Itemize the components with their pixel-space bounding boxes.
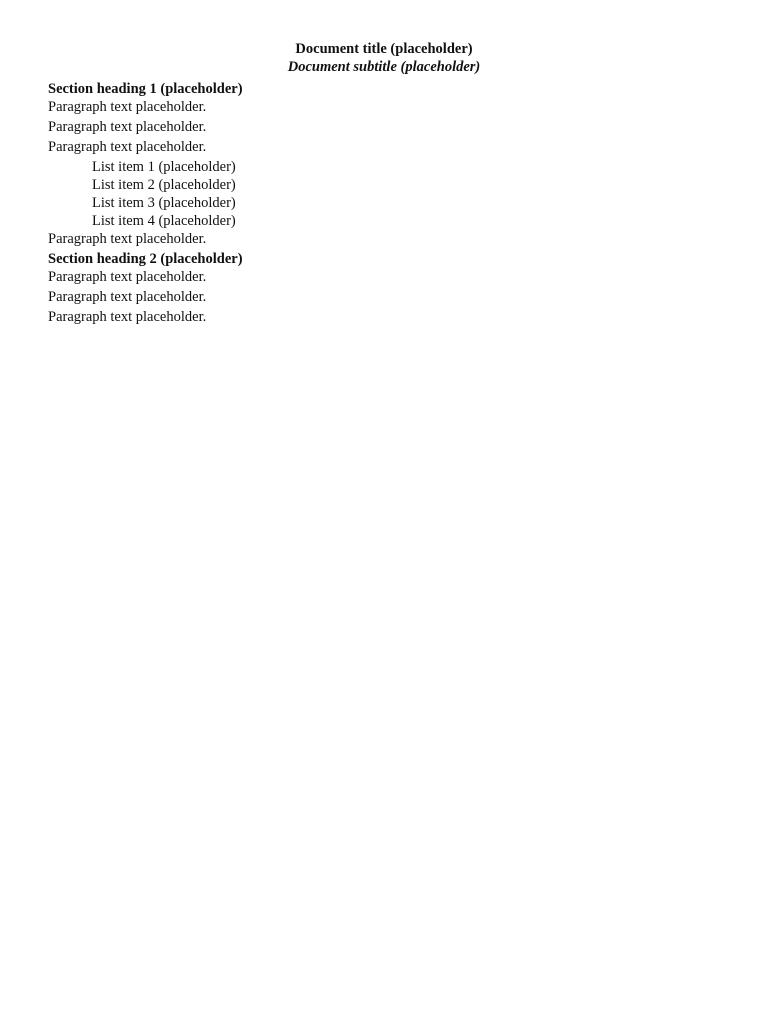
paragraph: Paragraph text placeholder. [48,289,207,305]
section-heading-2: Section heading 2 (placeholder) [48,251,243,267]
list-item: List item 3 (placeholder) [92,195,236,211]
paragraph: Paragraph text placeholder. [48,139,207,155]
paragraph: Paragraph text placeholder. [48,99,207,115]
paragraph: Paragraph text placeholder. [48,231,207,247]
paragraph: Paragraph text placeholder. [48,309,207,325]
list-item: List item 4 (placeholder) [92,213,236,229]
item-list [48,158,720,230]
list-item: List item 1 (placeholder) [92,159,236,175]
paragraph: Paragraph text placeholder. [48,269,207,285]
document-title: Document title (placeholder) [295,41,473,57]
paragraph: Paragraph text placeholder. [48,119,207,135]
list-item: List item 2 (placeholder) [92,177,236,193]
section-heading-1: Section heading 1 (placeholder) [48,81,243,97]
document-subtitle: Document subtitle (placeholder) [287,59,481,75]
